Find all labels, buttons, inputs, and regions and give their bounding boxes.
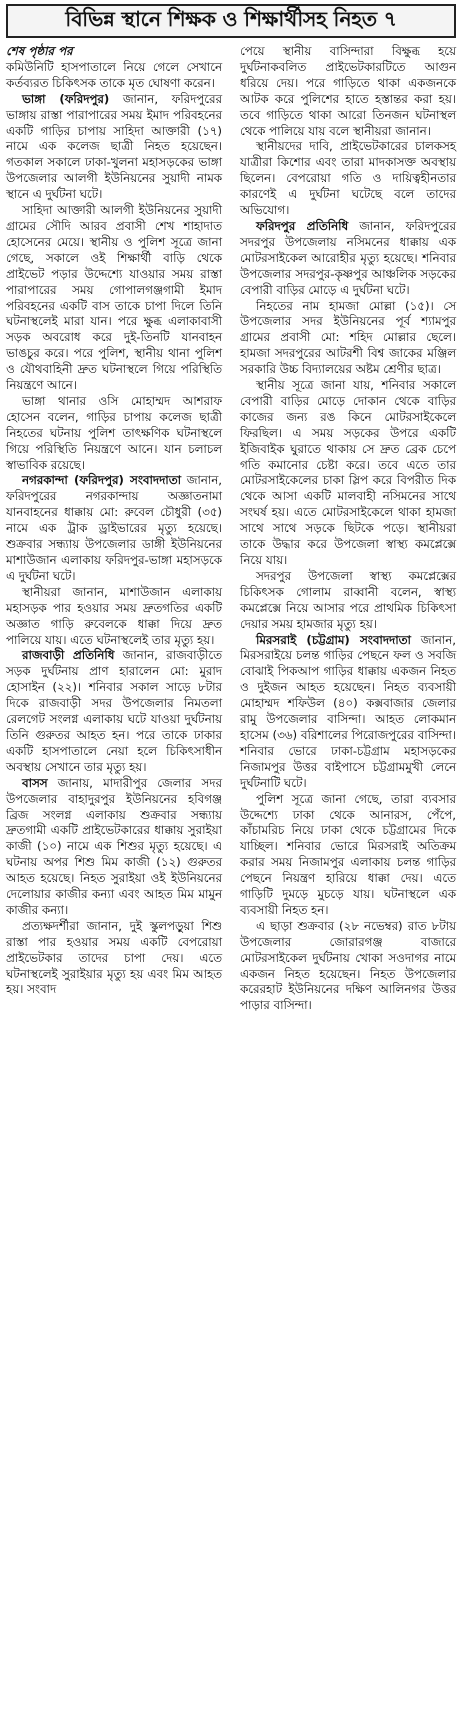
paragraph: পুলিশ সূত্রে জানা গেছে, তারা ব্যবসার উদ্দেশ্যে ঢাকা থেকে আনারস, পেঁপে, কাঁচামরিচ নিয়ে ঢাকা থেকে চট্টগ্রামের দিকে যাচ্ছিল। শনিবার ভোরে মিরসরাই অতিক্রম করার সময় নিজামপুর এলাকায় চলন্ত গাড়ির পেছনে নিয়ন্ত্রণ হারিয়ে ধাক্কা দেয়। এতে গাড়িটি দুমড়ে মুচড়ে যায়। ঘটনাস্থলে এক ব্যবসায়ী নিহত হন।	[240, 791, 456, 917]
paragraph: স্থানীয় সূত্রে জানা যায়, শনিবার সকালে বেপারী বাড়ির মোড়ে দোকান থেকে বাড়ির কাজের জন্য রঙ কিনে মোটরসাইকেলে ফিরছিল। এ সময় সড়কের উপরে একটি ইজিবাইক ঘুরাতে থাকায় সে দ্রুত ব্রেক চেপে গতি কমানোর চেষ্টা করে। তবে এতে তার মোটরসাইকেলের চাকা স্লিপ করে বিপরীত দিক থেকে আসা একটি মালবাহী নসিমনের সাথে সংঘর্ষ হয়। এতে মোটরসাইকেলে থাকা হামজা সাথে সাথে সড়কে ছিটকে পড়ে। স্থানীয়রা তাকে উদ্ধার করে উপজেলা স্বাস্থ্য কমপ্লেক্সে নিয়ে যায়।	[240, 378, 456, 567]
paragraph	[240, 633, 456, 792]
paragraph	[6, 92, 222, 203]
paragraph: স্থানীয়দের দাবি, প্রাইভেটকারের চালকসহ যাত্রীরা কিশোর এবং তারা মাদকাসক্ত অবস্থায় ছিলেন। বেপরোয়া গতি ও দায়িত্বহীনতার কারণেই এ দুর্ঘটনা ঘটেছে বলে তাদের অভিযোগ।	[240, 139, 456, 218]
paragraph: কমিউনিটি হাসপাতালে নিয়ে গেলে সেখানে কর্তব্যরত চিকিৎসক তাকে মৃত ঘোষণা করেন।	[6, 59, 222, 90]
paragraph	[240, 219, 456, 299]
dateline: ভাঙ্গা (ফরিদপুর)	[22, 91, 110, 106]
paragraph: সাহিদা আক্তারী আলগী ইউনিয়নের সুয়াদী গ্রামের সৌদি আরব প্রবাসী শেখ শাহাদাত হোসেনের মেয়ে। স্থানীয় ও পুলিশ সূত্রে জানা গেছে, সকালে ওই শিক্ষার্থী বাড়ি থেকে প্রাইভেট পড়ার উদ্দেশ্যে যাওয়ার সময় রাস্তা পারাপারের সময় গোপালগঞ্জগামী ইমাদ পরিবহনের একটি বাস তাকে চাপা দিলে তিনি ঘটনাস্থলেই মারা যান। পরে ক্ষুব্ধ এলাকাবাসী সড়ক অবরোধ করে দুই-তিনটি যানবাহন ভাঙচুর করে। পরে পুলিশ, স্থানীয় থানা পুলিশ ও যৌথবাহিনী দ্রুত ঘটনাস্থলে গিয়ে পরিস্থিতি নিয়ন্ত্রণে আনে।	[6, 203, 222, 393]
dateline: নগরকান্দা (ফরিদপুর) সংবাদদাতা	[22, 473, 181, 488]
continued-label: শেষ পৃষ্ঠার পর	[6, 44, 73, 58]
article-columns	[6, 44, 456, 1014]
headline-box	[6, 4, 456, 38]
paragraph-text: জানান, রাজবাড়ীতে সড়ক দুর্ঘটনায় প্রাণ হারালেন মো: মুরাদ হোসাইন (২২)। শনিবার সকাল সাড়ে ৮টার দিকে রাজবাড়ী সদর উপজেলার নিমতলা রেলগেট সংলগ্ন এলাকায় ঘটে যাওয়া দুর্ঘটনায় তিনি গুরুতর আহত হন। পরে তাকে ঢাকার একটি হাসপাতালে নেয়া হলে চিকিৎসাধীন অবস্থায় সেখানে তার মৃত্যু হয়।	[6, 648, 222, 774]
paragraph	[6, 776, 222, 919]
paragraph: নিহতের নাম হামজা মোল্লা (১৫)। সে উপজেলার সদর ইউনিয়নের পূর্ব শ্যামপুর গ্রামের প্রবাসী মো: শহিদ মোল্লার ছেলে। হামজা সদরপুরের আটরশী বিশ্ব জাকের মঞ্জিল সরকারি উচ্চ বিদ্যালয়ের অষ্টম শ্রেণীর ছাত্র।	[240, 298, 456, 377]
dateline: ফরিদপুর প্রতিনিধি	[256, 218, 349, 233]
paragraph-text: জানান, মিরসরাইয়ে চলন্ত গাড়ির পেছনে ফল ও সবজি বোঝাই পিকআপ গাড়ির ধাক্কায় একজন নিহত ও দুইজন আহত হয়েছেন। নিহত ব্যবসায়ী মোহাম্মদ শফিউল (৪০) কক্সবাজার জেলার রামু উপজেলার বাসিন্দা। আহত লোকমান হাসেম (৩৬) বরিশালের পিরোজপুরের বাসিন্দা। শনিবার ভোরে ঢাকা-চট্টগ্রাম মহাসড়কের নিজামপুর উত্তর বাইপাসে চট্টগ্রামমুখী লেনে দুর্ঘটনাটি ঘটে।	[240, 632, 456, 790]
paragraph: প্রত্যক্ষদর্শীরা জানান, দুই স্কুলপড়ুয়া শিশু রাস্তা পার হওয়ার সময় একটি বেপরোয়া প্রাইভেটকার তাদের চাপা দেয়। এতে ঘটনাস্থলেই সুরাইয়ার মৃত্যু হয় এবং মিম আহত হয়। সংবাদ	[6, 918, 222, 997]
paragraph	[6, 648, 222, 775]
paragraph: ভাঙ্গা থানার ওসি মোহাম্মদ আশরাফ হোসেন বলেন, গাড়ির চাপায় কলেজ ছাত্রী নিহতের ঘটনায় পুলিশ তাৎক্ষণিক ঘটনাস্থলে গিয়ে পরিস্থিতি নিয়ন্ত্রণে আনে। যান চলাচল স্বাভাবিক রয়েছে।	[6, 393, 222, 472]
paragraph: এ ছাড়া শুক্রবার (২৮ নভেম্বর) রাত ৮টায় উপজেলার জোরারগঞ্জ বাজারে মোটরসাইকেল দুর্ঘটনায় খোকা সওদাগর নামে একজন নিহত হয়েছেন। নিহত উপজেলার করেরহাট ইউনিয়নের দক্ষিণ আলিনগর উত্তর পাড়ার বাসিন্দা।	[240, 918, 456, 1013]
left-column	[6, 44, 222, 1014]
paragraph-text: জানান, ফরিদপুরের নগরকান্দায় অজ্ঞাতনামা যানবাহনের ধাক্কায় মো: রুবেল চৌধুরী (৩৫) নামে এক ট্রাক ড্রাইভারের মৃত্যু হয়েছে। শুক্রবার সন্ধ্যায় উপজেলার ডাঙ্গী ইউনিয়নের মাশাউজান এলাকায় ফরিদপুর-ভাঙ্গা মহাসড়কে এ দুর্ঘটনা ঘটে।	[6, 473, 222, 583]
headline: বিভিন্ন স্থানে শিক্ষক ও শিক্ষার্থীসহ নিহত ৭	[65, 7, 397, 31]
dateline: বাসস	[22, 775, 48, 790]
paragraph-text: জানান, ফরিদপুরের সদরপুর উপজেলায় নসিমনের ধাক্কায় এক মোটরসাইকেল আরোহীর মৃত্যু হয়েছে। শনিবার উপজেলার সদরপুর-কৃষ্ণপুর আঞ্চলিক সড়কের বেপারী বাড়ির মোড়ে এ দুর্ঘটনা ঘটে।	[240, 218, 456, 297]
dateline: মিরসরাই (চট্টগ্রাম) সংবাদদাতা	[256, 632, 411, 647]
paragraph-text: জানান, ফরিদপুরের ভাঙ্গায় রাস্তা পারাপারের সময় ইমাদ পরিবহনের একটি গাড়ির চাপায় সাহিদা আক্তারী (১৭) নামে এক কলেজ ছাত্রী নিহত হয়েছেন। গতকাল সকালে ঢাকা-খুলনা মহাসড়কের ভাঙ্গা উপজেলার আলগী ইউনিয়নের সুয়াদী নামক স্থানে এ দুর্ঘটনা ঘটে।	[6, 91, 223, 202]
paragraph: সদরপুর উপজেলা স্বাস্থ্য কমপ্লেক্সের চিকিৎসক গোলাম রাব্বানী বলেন, স্বাস্থ্য কমপ্লেক্সে নিয়ে আসার পরে প্রাথমিক চিকিৎসা দেয়ার সময় হামজার মৃত্যু হয়।	[240, 568, 456, 631]
paragraph-text: জানায়, মাদারীপুর জেলার সদর উপজেলার বাহাদুরপুর ইউনিয়নের হবিগঞ্জ ব্রিজ সংলগ্ন এলাকায় শুক্রবার সন্ধ্যায় দ্রুতগামী একটি প্রাইভেটকারের ধাক্কায় সুরাইয়া কাজী (১০) নামে এক শিশুর মৃত্যু হয়েছে। এ ঘটনায় অপর শিশু মিম কাজী (১২) গুরুতর আহত হয়েছে। নিহত সুরাইয়া ওই ইউনিয়নের দেলোয়ার কাজীর কন্যা এবং আহত মিম মামুন কাজীর কন্যা।	[6, 775, 222, 917]
paragraph: পেয়ে স্থানীয় বাসিন্দারা বিক্ষুব্ধ হয়ে দুর্ঘটনাকবলিত প্রাইভেটকারটিতে আগুন ধরিয়ে দেয়। পরে গাড়িতে থাকা একজনকে আটক করে পুলিশের হাতে হস্তান্তর করা হয়। তবে গাড়িতে থাকা আরো তিনজন ঘটনাস্থল থেকে পালিয়ে যায় বলে স্থানীয়রা জানান।	[240, 44, 456, 138]
right-column	[240, 44, 456, 1014]
paragraph: স্থানীয়রা জানান, মাশাউজান এলাকায় মহাসড়ক পার হওয়ার সময় দ্রুতগতির একটি অজ্ঞাত গাড়ি রুবেলকে ধাক্কা দিয়ে দ্রুত পালিয়ে যায়। এতে ঘটনাস্থলেই তার মৃত্যু হয়।	[6, 584, 222, 647]
dateline: রাজবাড়ী প্রতিনিধি	[22, 648, 115, 663]
paragraph	[6, 473, 222, 584]
